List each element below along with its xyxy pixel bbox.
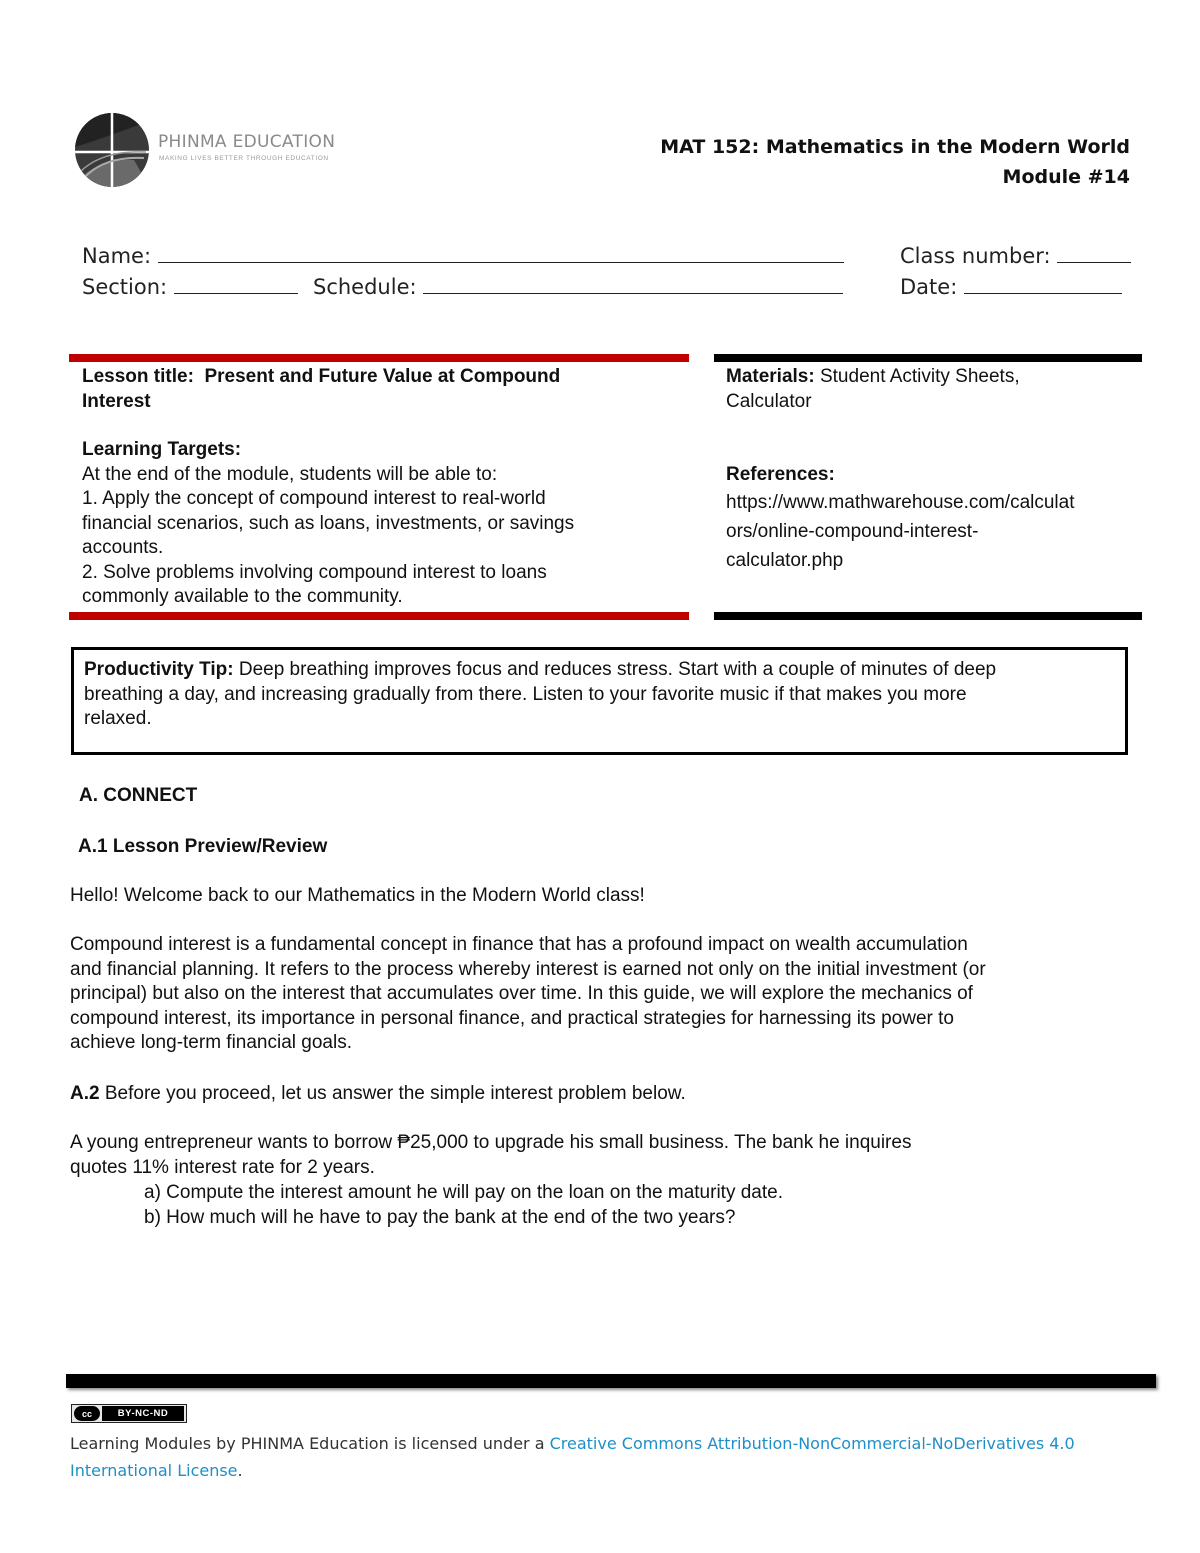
class-number-label: Class number: [900, 244, 1051, 268]
module-label: Module #14 [1002, 166, 1130, 188]
section-heading-connect: A. CONNECT [79, 785, 198, 806]
date-label: Date: [900, 275, 958, 299]
section-line[interactable] [174, 273, 298, 294]
tip-line-2: breathing a day, and increasing gradually from there. Listen to your favorite music if that makes you more [84, 683, 967, 705]
cc-badge-label: BY-NC-ND [102, 1406, 184, 1421]
learning-targets-heading: Learning Targets: [82, 439, 242, 460]
materials-line: Materials: Student Activity Sheets, [726, 366, 1020, 387]
name-label: Name: [82, 244, 152, 268]
tip-line-3: relaxed. [84, 708, 152, 729]
welcome-text: Hello! Welcome back to our Mathematics in the Modern World class! [70, 885, 645, 906]
productivity-tip-box [71, 647, 1128, 755]
targets-intro: At the end of the module, students will be able to: [82, 463, 498, 485]
lesson-info [82, 365, 682, 610]
lesson-bottom-rule [69, 612, 689, 620]
materials-top-rule [714, 354, 1142, 362]
name-field[interactable] [82, 242, 844, 268]
intro-paragraph: Compound interest is a fundamental concept in finance that has a profound impact on wealth accumulation and financial planning. It refers to the process whereby interest is earned not only on the initial investment (or principal) but also on the interest that accumulates over time. In this guide, we will explore the mechanics of compound interest, its importance in personal finance, and practical strategies for harnessing its power to achieve long-term financial goals. [70, 934, 986, 1053]
section-field[interactable] [82, 273, 298, 299]
logo-tagline: MAKING LIVES BETTER THROUGH EDUCATION [159, 155, 329, 162]
date-line[interactable] [964, 273, 1122, 294]
cc-license-badge[interactable] [71, 1404, 187, 1423]
question-b: b) How much will he have to pay the bank at the end of the two years? [144, 1206, 736, 1228]
references-heading: References: [726, 464, 835, 485]
target-1: financial scenarios, such as loans, investments, or savings [82, 512, 575, 534]
date-field[interactable] [900, 273, 1122, 299]
course-header [660, 132, 1130, 192]
reference-url[interactable]: https://www.mathwarehouse.com/calculat [726, 491, 1075, 513]
reference-url[interactable]: ors/online-compound-interest- [726, 520, 979, 542]
problem-statement: A young entrepreneur wants to borrow ₱25,000 to upgrade his small business. The bank he inquires quotes 11% interest rate for 2 years. [70, 1132, 912, 1178]
lesson-top-rule [69, 354, 689, 362]
license-notice: Learning Modules by PHINMA Education is licensed under a Creative Commons Attribution-NonCommercial-NoDerivatives 4.0 International License. [70, 1434, 1075, 1480]
tip-line-1: Productivity Tip: Deep breathing improves focus and reduces stress. Start with a couple of minutes of deep [84, 659, 997, 680]
class-number-line[interactable] [1057, 242, 1131, 263]
cc-icon: cc [74, 1406, 100, 1421]
name-line[interactable] [158, 242, 844, 263]
target-2: commonly available to the community. [82, 586, 403, 607]
materials-info [726, 365, 1136, 575]
course-title: MAT 152: Mathematics in the Modern World [660, 136, 1130, 158]
license-link[interactable]: International License [70, 1461, 238, 1480]
logo-wordmark: PHINMA EDUCATION [158, 132, 336, 152]
lesson-title: Lesson title: Present and Future Value at Compound [82, 366, 561, 387]
problem-questions [144, 1181, 1124, 1230]
materials-bottom-rule [714, 612, 1142, 620]
class-number-field[interactable] [900, 242, 1131, 268]
target-2: 2. Solve problems involving compound interest to loans [82, 561, 547, 583]
lesson-title-cont: Interest [82, 390, 151, 412]
schedule-label: Schedule: [313, 275, 417, 299]
footer-rule [66, 1374, 1156, 1388]
schedule-line[interactable] [423, 273, 843, 294]
license-link[interactable]: Creative Commons Attribution-NonCommercial-NoDerivatives 4.0 [549, 1434, 1075, 1453]
a2-instruction: A.2 Before you proceed, let us answer the simple interest problem below. [70, 1083, 686, 1104]
target-1: 1. Apply the concept of compound interest to real-world [82, 488, 546, 509]
schedule-field[interactable] [313, 273, 843, 299]
materials-line-2: Calculator [726, 390, 812, 412]
target-1: accounts. [82, 537, 164, 558]
reference-url[interactable]: calculator.php [726, 549, 844, 571]
question-a: a) Compute the interest amount he will pay on the loan on the maturity date. [144, 1182, 783, 1203]
subheading-lesson-preview: A.1 Lesson Preview/Review [78, 836, 328, 857]
section-label: Section: [82, 275, 168, 299]
